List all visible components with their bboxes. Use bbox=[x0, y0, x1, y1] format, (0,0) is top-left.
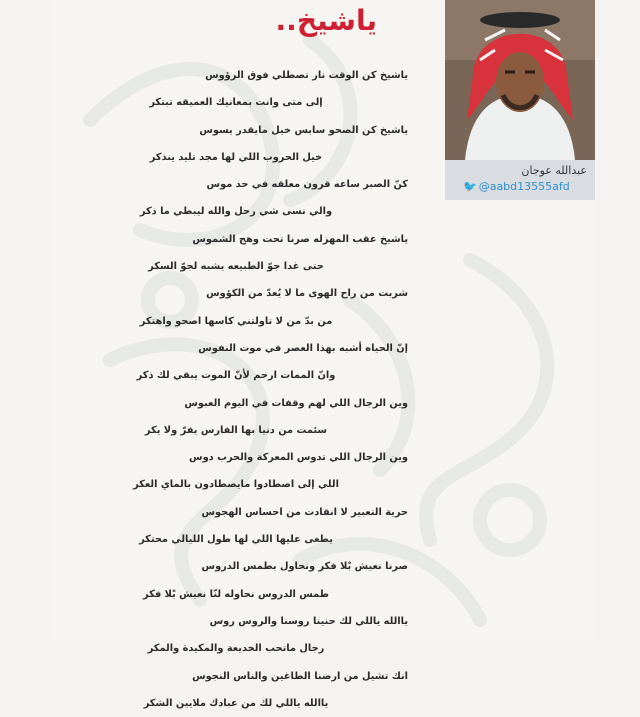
poem-line: ياشيخ كن الصحو سايس خيل مايقدر يسوس bbox=[199, 124, 408, 136]
poem-line: يطغى عليها اللي لها طول الليالي محتكر bbox=[139, 534, 333, 546]
author-photo bbox=[445, 0, 595, 160]
poem-line: انك تشيل من ارضنا الطاغين والناس النجوس bbox=[192, 670, 408, 682]
poem-line: اللي إلى اصطادوا مايصطادون بالماي العكر bbox=[133, 479, 339, 491]
poem-line: ياالله ياللي لك من عبادك ملايين الشكر bbox=[143, 697, 329, 709]
poem-line: إنّ الحياه أشبه بهذا العصر في موت النفوس bbox=[198, 342, 408, 354]
author-name: عبدالله عوجان bbox=[521, 164, 587, 177]
poem-line: سئمت من دنيا بها الفارس يفرّ ولا يكر bbox=[144, 424, 328, 436]
portrait-illustration bbox=[445, 0, 595, 160]
poem-line: والي نسى شي رحل والله ليبطي ما ذكر bbox=[139, 206, 333, 218]
poem-text bbox=[50, 62, 422, 717]
poem-line: شربت من راح الهوى ما لا يُعدّ من الكؤوس bbox=[206, 288, 408, 300]
poem-line: رجال ماتحب الخديعة والمكيدة والمكر bbox=[147, 643, 325, 655]
poem-card bbox=[50, 0, 595, 709]
poem-line: وين الرجال اللي تدوس المعركة والحرب دوس bbox=[189, 452, 408, 464]
poem-line: حتى غدا جوّ الطبيعه يشبه لجوّ السكر bbox=[148, 261, 324, 273]
author-handle[interactable]: @aabd13555afd bbox=[478, 180, 570, 193]
poem-line: حرية التعبير لا انقادت من احساس الهجوس bbox=[201, 506, 408, 518]
poem-line: كنّ الصبر ساعه قرون معلقه في حد موس bbox=[206, 179, 408, 191]
twitter-bird-icon: 🐦 bbox=[463, 180, 477, 193]
poem-line: إلى متى وانت بمعانيك العميقه تبتكر bbox=[149, 97, 323, 109]
poem-line: وين الرجال اللي لهم وقفات في اليوم العبوس bbox=[184, 397, 408, 409]
poem-line: من بدّ من لا تاولتني كاسها اصحو واهتكر bbox=[139, 315, 333, 327]
poem-line: ياالله ياللي لك حنينا روسنا والروس روس bbox=[209, 615, 408, 627]
poem-line: ياشيخ كن الوقت نار تصطلي فوق الرؤوس bbox=[205, 70, 408, 81]
author-caption bbox=[445, 160, 595, 200]
author-handle-row[interactable] bbox=[463, 180, 570, 193]
poem-line: وانّ الممات ارحم لأنّ الموت يبقي لك ذكر bbox=[136, 370, 336, 382]
poem-line: صرنا نعيش بْلا فكر ونحاول بطمس الدروس bbox=[201, 561, 408, 573]
poem-line: خيل الحروب اللي لها مجد تليد ينذكر bbox=[149, 151, 323, 163]
page-title: ياشيخ.. bbox=[275, 4, 377, 37]
poem-line: طمس الدروس نحاوله لنّا نعيش بْلا فكر bbox=[143, 588, 329, 600]
poem-line: ياشيخ عقب المهزله صرنا تحت وهج الشموس bbox=[192, 233, 408, 245]
